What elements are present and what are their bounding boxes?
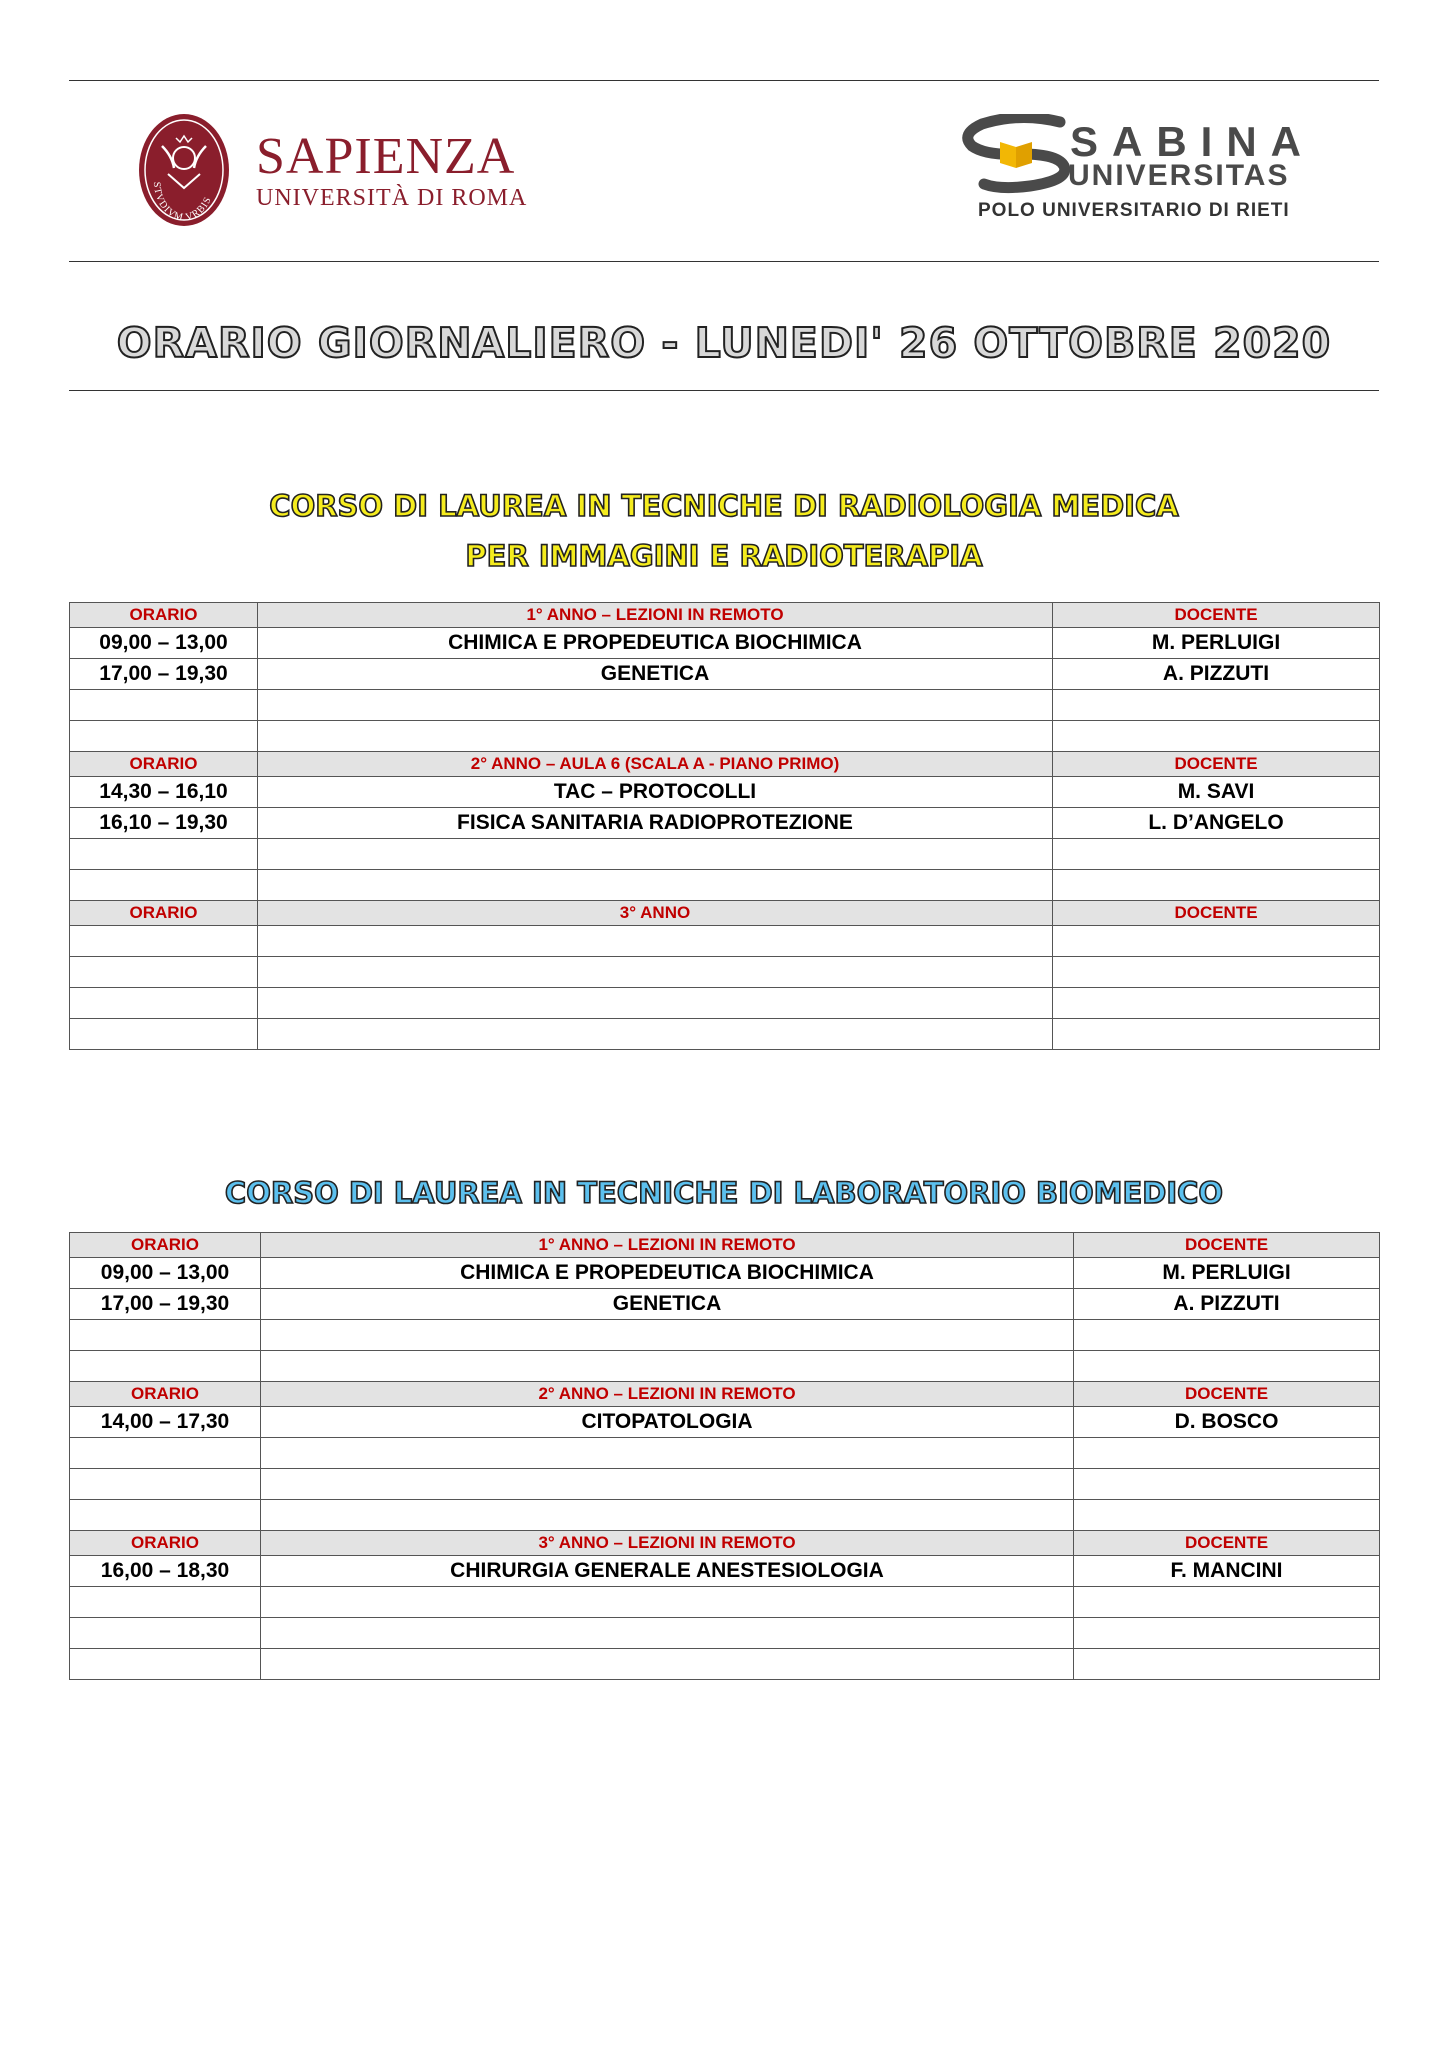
table-row [70, 839, 1380, 870]
cell-time [70, 926, 258, 957]
cell-teacher: L. D’ANGELO [1053, 808, 1380, 839]
col-header-docente: DOCENTE [1074, 1233, 1380, 1258]
cell-teacher [1053, 839, 1380, 870]
sabina-logo [960, 114, 1315, 224]
cell-subject [258, 839, 1053, 870]
cell-teacher: M. SAVI [1053, 777, 1380, 808]
cell-teacher [1074, 1438, 1380, 1469]
cell-time: 16,00 – 18,30 [70, 1556, 261, 1587]
table-row [70, 870, 1380, 901]
course-title-radiologia-line1: CORSO DI LAUREA IN TECNICHE DI RADIOLOGIA MEDICA [269, 489, 1179, 523]
cell-subject: FISICA SANITARIA RADIOPROTEZIONE [258, 808, 1053, 839]
cell-time: 16,10 – 19,30 [70, 808, 258, 839]
cell-subject [261, 1438, 1074, 1469]
cell-subject [258, 926, 1053, 957]
sabina-universitas: UNIVERSITAS [1068, 159, 1290, 192]
table-row [70, 1351, 1380, 1382]
year-header-row [70, 1233, 1380, 1258]
table-row [70, 808, 1380, 839]
sapienza-name: SAPIENZA [256, 128, 516, 185]
cell-teacher: F. MANCINI [1074, 1556, 1380, 1587]
col-header-docente: DOCENTE [1074, 1531, 1380, 1556]
cell-subject [258, 1019, 1053, 1050]
col-header-orario: ORARIO [70, 1233, 261, 1258]
col-header-docente: DOCENTE [1053, 603, 1380, 628]
cell-subject [261, 1618, 1074, 1649]
cell-time: 09,00 – 13,00 [70, 628, 258, 659]
col-header-year: 1° ANNO – LEZIONI IN REMOTO [261, 1233, 1074, 1258]
cell-time [70, 1019, 258, 1050]
year-header-row [70, 1382, 1380, 1407]
col-header-docente: DOCENTE [1053, 901, 1380, 926]
table-row [70, 1320, 1380, 1351]
cell-time [70, 1649, 261, 1680]
cell-subject [261, 1320, 1074, 1351]
cell-teacher [1074, 1587, 1380, 1618]
table-row [70, 957, 1380, 988]
cell-teacher [1074, 1618, 1380, 1649]
year-header-row [70, 752, 1380, 777]
col-header-orario: ORARIO [70, 1382, 261, 1407]
cell-teacher [1074, 1320, 1380, 1351]
cell-teacher [1053, 1019, 1380, 1050]
cell-time: 14,00 – 17,30 [70, 1407, 261, 1438]
cell-subject [261, 1649, 1074, 1680]
cell-teacher [1074, 1351, 1380, 1382]
cell-time [70, 721, 258, 752]
cell-subject [261, 1351, 1074, 1382]
table-row [70, 690, 1380, 721]
cell-subject [258, 870, 1053, 901]
cell-time [70, 988, 258, 1019]
page-title: ORARIO GIORNALIERO - LUNEDI' 26 OTTOBRE 2020 [116, 319, 1332, 367]
cell-teacher [1053, 870, 1380, 901]
cell-subject [258, 988, 1053, 1019]
sabina-polo: POLO UNIVERSITARIO DI RIETI [978, 200, 1290, 221]
cell-subject [258, 690, 1053, 721]
table-row [70, 777, 1380, 808]
cell-subject: GENETICA [258, 659, 1053, 690]
cell-teacher [1053, 926, 1380, 957]
col-header-orario: ORARIO [70, 901, 258, 926]
cell-time [70, 870, 258, 901]
cell-teacher [1053, 721, 1380, 752]
col-header-year: 3° ANNO [258, 901, 1053, 926]
schedule-table-radiologia [69, 602, 1380, 1050]
cell-subject [258, 721, 1053, 752]
table-row [70, 1438, 1380, 1469]
cell-teacher: M. PERLUIGI [1053, 628, 1380, 659]
table-row [70, 1556, 1380, 1587]
sabina-book-icon [960, 114, 1085, 194]
title-bottom-rule [69, 390, 1379, 391]
cell-subject: CHIMICA E PROPEDEUTICA BIOCHIMICA [258, 628, 1053, 659]
table-row [70, 988, 1380, 1019]
table-row [70, 721, 1380, 752]
table-row [70, 1019, 1380, 1050]
cell-teacher [1074, 1649, 1380, 1680]
table-row [70, 1258, 1380, 1289]
sabina-name: SABINA [1070, 118, 1316, 165]
cell-subject: CITOPATOLOGIA [261, 1407, 1074, 1438]
col-header-year: 1° ANNO – LEZIONI IN REMOTO [258, 603, 1053, 628]
col-header-docente: DOCENTE [1053, 752, 1380, 777]
col-header-year: 2° ANNO – AULA 6 (SCALA A - PIANO PRIMO) [258, 752, 1053, 777]
sapienza-logo [138, 112, 527, 228]
cell-time [70, 1469, 261, 1500]
cell-time: 14,30 – 16,10 [70, 777, 258, 808]
col-header-year: 2° ANNO – LEZIONI IN REMOTO [261, 1382, 1074, 1407]
cell-teacher [1053, 988, 1380, 1019]
cell-subject [261, 1587, 1074, 1618]
cell-time [70, 1438, 261, 1469]
col-header-orario: ORARIO [70, 752, 258, 777]
year-header-row [70, 603, 1380, 628]
cell-time: 17,00 – 19,30 [70, 1289, 261, 1320]
schedule-table-laboratorio [69, 1232, 1380, 1680]
table-row [70, 1587, 1380, 1618]
cell-teacher [1074, 1500, 1380, 1531]
col-header-orario: ORARIO [70, 1531, 261, 1556]
table-row [70, 926, 1380, 957]
table-row [70, 1618, 1380, 1649]
table-row [70, 1407, 1380, 1438]
table-row [70, 1469, 1380, 1500]
course-title-laboratorio: CORSO DI LAUREA IN TECNICHE DI LABORATORIO BIOMEDICO [224, 1176, 1224, 1210]
cell-subject: TAC – PROTOCOLLI [258, 777, 1053, 808]
cell-teacher: D. BOSCO [1074, 1407, 1380, 1438]
cell-time [70, 839, 258, 870]
table-row [70, 1500, 1380, 1531]
cell-teacher: M. PERLUIGI [1074, 1258, 1380, 1289]
cell-subject: GENETICA [261, 1289, 1074, 1320]
cell-subject: CHIMICA E PROPEDEUTICA BIOCHIMICA [261, 1258, 1074, 1289]
cell-subject [261, 1500, 1074, 1531]
cell-time [70, 1320, 261, 1351]
cell-teacher: A. PIZZUTI [1074, 1289, 1380, 1320]
col-header-year: 3° ANNO – LEZIONI IN REMOTO [261, 1531, 1074, 1556]
cell-teacher [1053, 957, 1380, 988]
col-header-orario: ORARIO [70, 603, 258, 628]
table-row [70, 1289, 1380, 1320]
cell-subject: CHIRURGIA GENERALE ANESTESIOLOGIA [261, 1556, 1074, 1587]
cell-time: 09,00 – 13,00 [70, 1258, 261, 1289]
table-row [70, 628, 1380, 659]
table-row [70, 659, 1380, 690]
cell-subject [261, 1469, 1074, 1500]
cell-subject [258, 957, 1053, 988]
cell-time [70, 1587, 261, 1618]
cell-teacher [1053, 690, 1380, 721]
course-title-radiologia-line2: PER IMMAGINI E RADIOTERAPIA [465, 539, 983, 573]
cell-time [70, 1500, 261, 1531]
cell-time: 17,00 – 19,30 [70, 659, 258, 690]
header-bottom-rule [69, 261, 1379, 262]
cell-teacher [1074, 1469, 1380, 1500]
cell-teacher: A. PIZZUTI [1053, 659, 1380, 690]
year-header-row [70, 1531, 1380, 1556]
sapienza-subtitle: UNIVERSITÀ DI ROMA [256, 185, 528, 211]
top-rule [69, 80, 1379, 81]
cell-time [70, 690, 258, 721]
col-header-docente: DOCENTE [1074, 1382, 1380, 1407]
seal-text: STVDIVM VRBIS [150, 181, 214, 224]
sapienza-seal-icon [138, 112, 230, 228]
cell-time [70, 1618, 261, 1649]
year-header-row [70, 901, 1380, 926]
cell-time [70, 1351, 261, 1382]
table-row [70, 1649, 1380, 1680]
cell-time [70, 957, 258, 988]
